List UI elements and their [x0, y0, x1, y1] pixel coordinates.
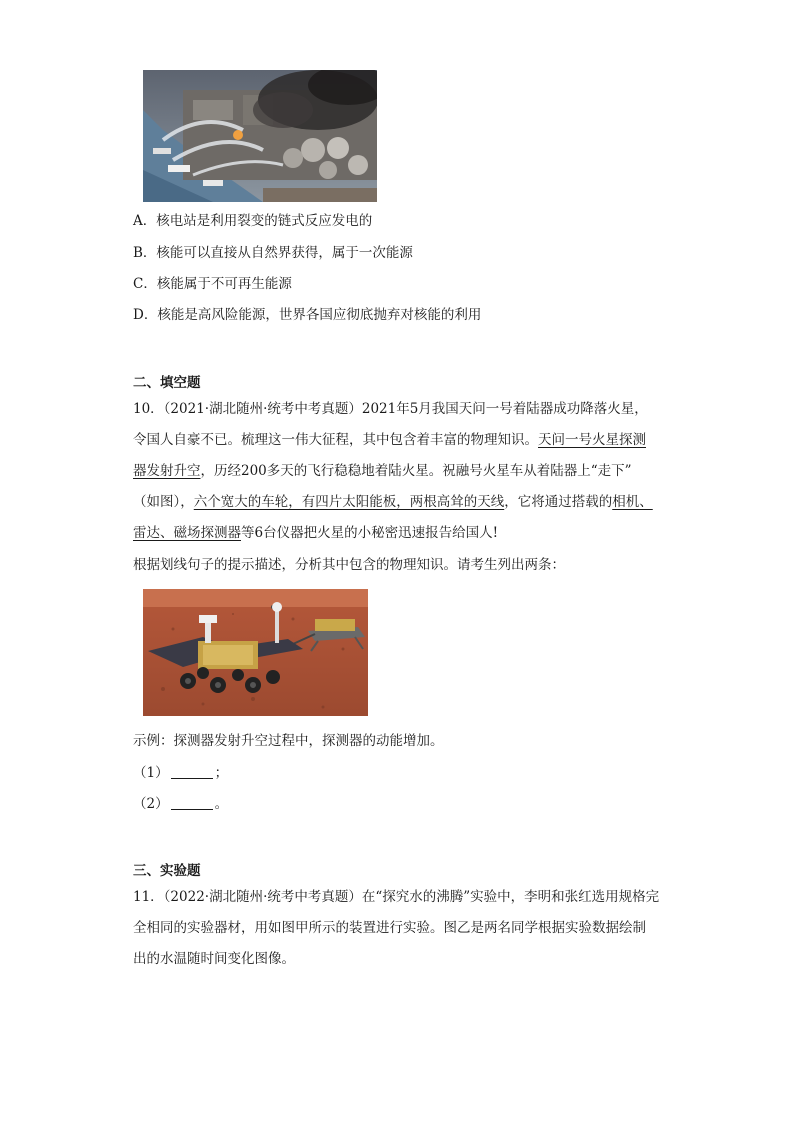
q10-blank-2[interactable]	[171, 795, 213, 810]
q10-line6: 根据划线句子的提示描述，分析其中包含的物理知识。请考生列出两条：	[133, 557, 565, 573]
mars-rover-photo	[143, 589, 368, 716]
q10-line5-text: 等6台仪器把火星的小秘密迅速报告给国人!	[241, 525, 499, 541]
option-a: A．核电站是利用裂变的链式反应发电的	[133, 213, 373, 229]
q10-line2-text: 令国人自豪不已。梳理这一伟大征程，其中包含着丰富的物理知识。	[133, 432, 538, 448]
option-b: B．核能可以直接从自然界获得，属于一次能源	[133, 245, 413, 261]
q10-line4	[133, 492, 653, 512]
q10-underlined-launch-b: 器发射升空	[133, 463, 201, 479]
q11-line3: 出的水温随时间变化图像。	[133, 951, 295, 967]
option-d: D．核能是高风险能源，世界各国应彻底抛弃对核能的利用	[133, 307, 482, 323]
q10-blank-2-row	[133, 794, 228, 814]
q10-line3-text: ，历经200多天的飞行稳稳地着陆火星。祝融号火星车从着陆器上“走下”	[200, 463, 632, 479]
q10-underlined-radar: 雷达、磁场探测器	[133, 525, 241, 541]
q10-blank-1-label: （1）	[133, 765, 169, 781]
q10-underlined-camera: 相机、	[612, 494, 653, 510]
q10-line2	[133, 430, 646, 450]
section-heading-fill-in: 二、填空题	[133, 375, 201, 391]
q10-blank-2-end: 。	[214, 796, 229, 812]
q10-underlined-launch-a: 天问一号火星探测	[538, 432, 646, 448]
q10-line4-text-c: ，它将通过搭载的	[504, 494, 613, 510]
q10-line5	[133, 523, 498, 543]
q10-line1: 10．（2021·湖北随州·统考中考真题）2021年5月我国天问一号着陆器成功降落火星，	[133, 401, 648, 417]
q10-blank-1-row	[133, 763, 228, 783]
q11-line1: 11．（2022·湖北随州·统考中考真题）在“探究水的沸腾”实验中，李明和张红选用规格完	[133, 889, 660, 905]
q10-example: 示例：探测器发射升空过程中，探测器的动能增加。	[133, 733, 444, 749]
q10-line4-text-a: （如图），	[133, 494, 194, 510]
section-heading-experiment: 三、实验题	[133, 863, 201, 879]
nuclear-plant-photo	[143, 70, 377, 202]
q11-line2: 全相同的实验器材，用如图甲所示的装置进行实验。图乙是两名同学根据实验数据绘制	[133, 920, 646, 936]
q10-blank-2-label: （2）	[133, 796, 169, 812]
option-c: C．核能属于不可再生能源	[133, 276, 292, 292]
q10-underlined-wheels: 六个宽大的车轮，有四片太阳能板，两根高耸的天线	[193, 494, 505, 510]
q10-blank-1-end: ；	[214, 765, 229, 781]
q10-line3	[133, 461, 632, 481]
q10-blank-1[interactable]	[171, 764, 213, 779]
